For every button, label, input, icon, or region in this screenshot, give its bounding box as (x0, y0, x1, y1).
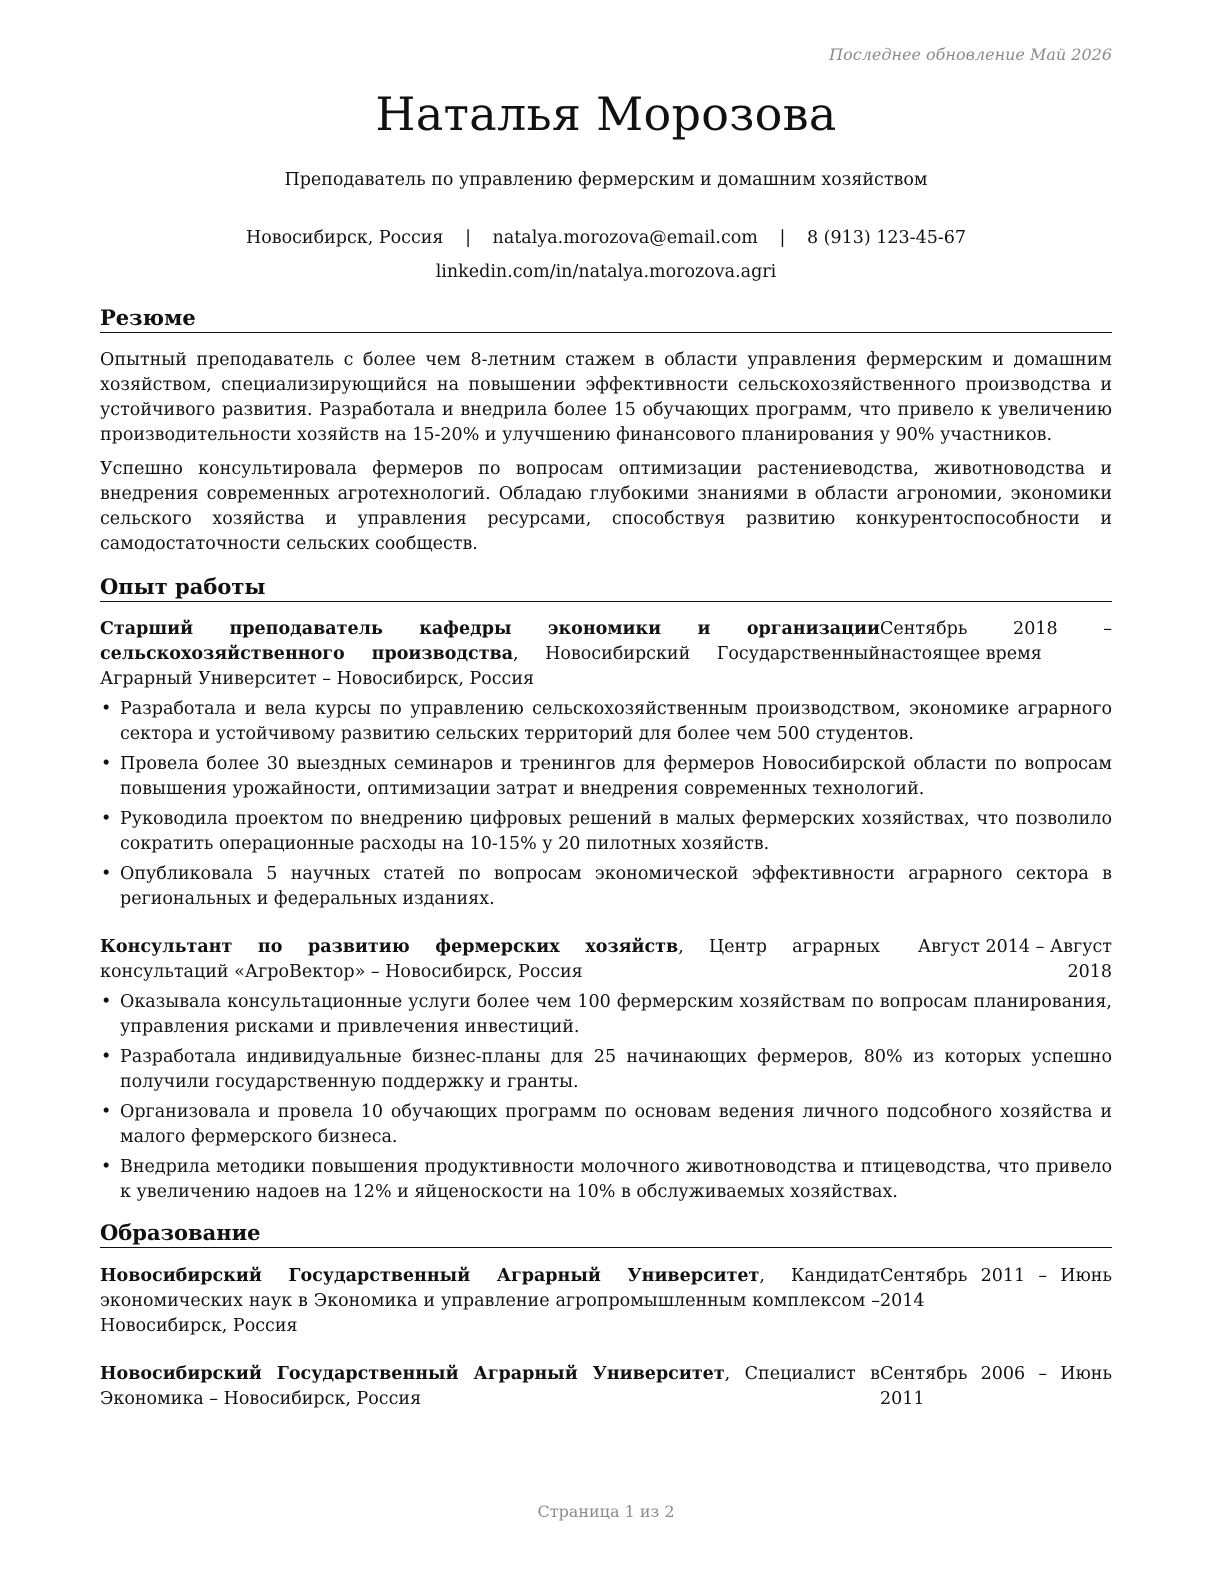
summary-paragraph: Успешно консультировала фермеров по вопросам оптимизации растениеводства, животноводства и внедрения современных агротехнологий. Обладаю глубокими знаниями в области агрономии, экономики сельского хозяйства и управления ресурсами, способствуя развитию конкурентоспособности и самодостаточности сельских сообществ. (100, 459, 1112, 554)
education-institution: Новосибирский Государственный Аграрный Университет (100, 1266, 760, 1286)
job-organization: , Новосибирский Государственный Аграрный Университет – Новосибирск, Россия (100, 644, 880, 689)
education-line (100, 1362, 880, 1412)
list-item: • Разработала и вела курсы по управлению сельскохозяйственным производством, экономике аграрного сектора и устойчивому развитию сельских территорий для более чем 500 студентов. (100, 697, 1112, 747)
summary-heading: Резюме (100, 305, 1112, 333)
job-dates: Август 2014 – Август 2018 (917, 937, 1112, 982)
contact-line (100, 221, 1112, 255)
education-heading: Образование (100, 1220, 1112, 1248)
person-name: Наталья Морозова (375, 87, 837, 141)
list-item: • Разработала индивидуальные бизнес-планы для 25 начинающих фермеров, 80% из которых успешно получили государственную поддержку и гранты. (100, 1045, 1112, 1095)
job-achievements (100, 990, 1112, 1205)
list-item: • Руководила проектом по внедрению цифровых решений в малых фермерских хозяйствах, что позволило сократить операционные расходы на 10-15% у 20 пилотных хозяйств. (100, 807, 1112, 857)
job-entry (100, 935, 1112, 1210)
list-item: • Организовала и провела 10 обучающих программ по основам ведения личного подсобного хозяйства и малого фермерского бизнеса. (100, 1100, 1112, 1150)
contact-separator: | (779, 228, 786, 248)
education-details: , Специалист в Экономика – Новосибирск, Россия (100, 1364, 880, 1409)
list-item: • Опубликовала 5 научных статей по вопросам экономической эффективности аграрного сектора в региональных и федеральных изданиях. (100, 862, 1112, 912)
job-header (100, 935, 1112, 985)
page-number: Страница 1 из 2 (537, 1502, 675, 1521)
contact-email[interactable]: natalya.morozova@email.com (492, 228, 758, 248)
education-dates: Сентябрь 2006 – Июнь 2011 (880, 1364, 1112, 1409)
education-header (100, 1362, 1112, 1412)
contact-linkedin[interactable]: linkedin.com/in/natalya.morozova.agri (435, 262, 777, 282)
last-updated: Последнее обновление Май 2026 (829, 45, 1112, 64)
contact-separator: | (465, 228, 471, 248)
list-item: • Провела более 30 выездных семинаров и тренингов для фермеров Новосибирской области по вопросам повышения урожайности, оптимизации затрат и внедрения современных технологий. (100, 752, 1112, 802)
resume-page (100, 0, 1112, 1584)
job-dates: Сентябрь 2018 – настоящее время (880, 619, 1112, 664)
education-details: , Кандидат экономических наук в Экономика и управление агропромышленным комплексом – Новосибирск, Россия (100, 1266, 880, 1336)
job-title: Преподаватель по управлению фермерским и домашним хозяйством (284, 170, 928, 190)
education-line (100, 1264, 880, 1339)
contact-block (100, 221, 1112, 289)
job-position: Консультант по развитию фермерских хозяйств (100, 937, 679, 957)
education-header (100, 1264, 1112, 1339)
job-achievements (100, 697, 1112, 912)
job-title-line (100, 617, 880, 692)
list-item: • Оказывала консультационные услуги более чем 100 фермерским хозяйствам по вопросам планирования, управления рисками и привлечения инвестиций. (100, 990, 1112, 1040)
education-institution: Новосибирский Государственный Аграрный Университет (100, 1364, 725, 1384)
job-entry (100, 617, 1112, 917)
contact-phone[interactable]: 8 (913) 123-45-67 (806, 228, 967, 248)
job-header (100, 617, 1112, 692)
list-item: • Внедрила методики повышения продуктивности молочного животноводства и птицеводства, что привело к увеличению надоев на 12% и яйценоскости на 10% в обслуживаемых хозяйствах. (100, 1155, 1112, 1205)
summary-paragraph: Опытный преподаватель с более чем 8-летним стажем в области управления фермерским и домашним хозяйством, специализирующийся на повышении эффективности сельскохозяйственного производства и устойчивого развития. Разработала и внедрила более 15 обучающих программ, что привело к увеличению производительности хозяйств на 15-20% и улучшению финансового планирования у 90% участников. (100, 350, 1112, 445)
job-position: Старший преподаватель кафедры экономики и организации сельскохозяйственного производства (100, 619, 880, 664)
education-entry (100, 1264, 1112, 1339)
experience-heading: Опыт работы (100, 574, 1112, 602)
education-dates: Сентябрь 2011 – Июнь 2014 (880, 1266, 1112, 1311)
education-entry (100, 1362, 1112, 1412)
job-organization: , Центр аграрных консультаций «АгроВектор» – Новосибирск, Россия (100, 937, 880, 982)
job-title-line (100, 935, 880, 985)
contact-location: Новосибирск, Россия (245, 228, 444, 248)
